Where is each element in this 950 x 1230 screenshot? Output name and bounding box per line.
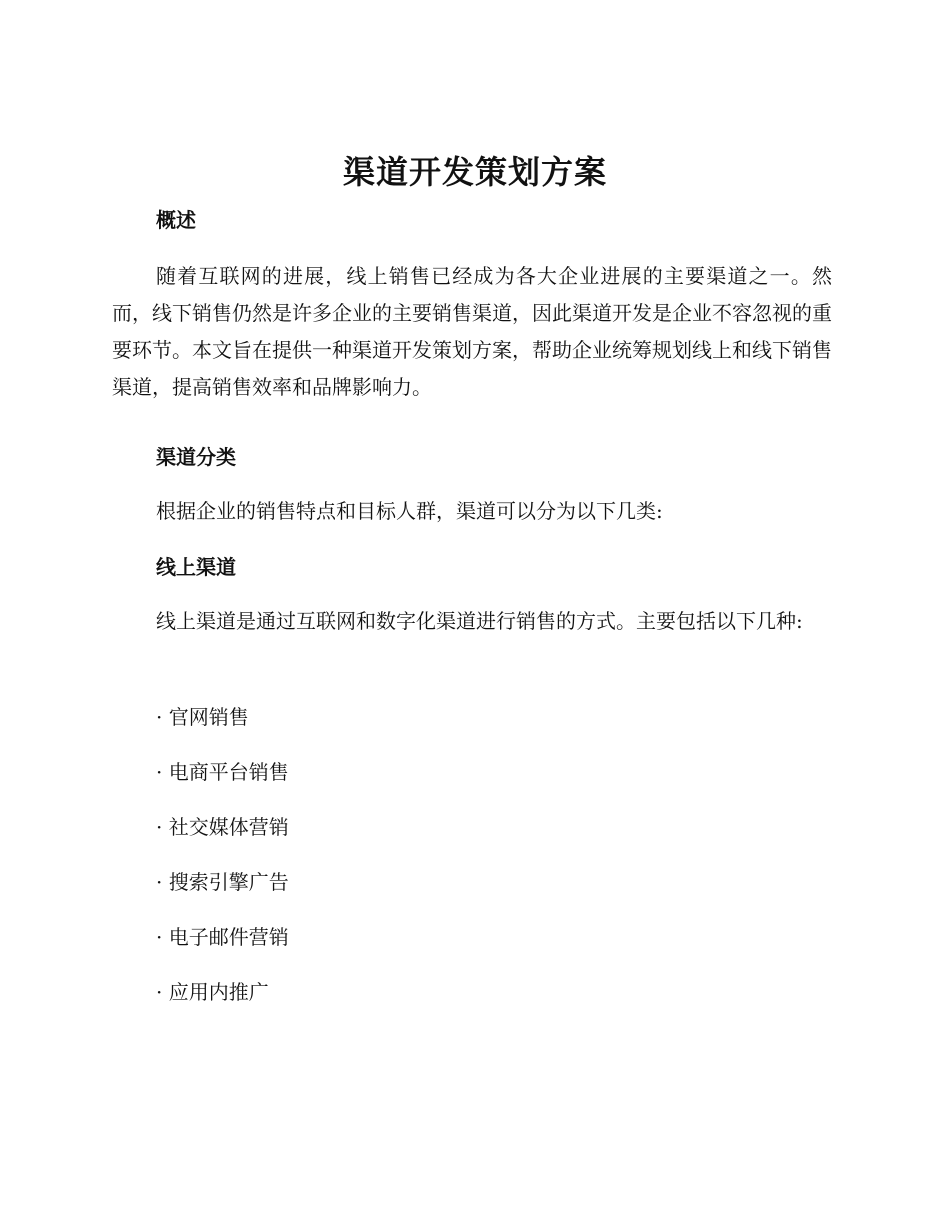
list-item: · 社交媒体营销 bbox=[156, 815, 289, 839]
overview-paragraph: 随着互联网的进展，线上销售已经成为各大企业进展的主要渠道之一。然而，线下销售仍然是许多企业的主要销售渠道，因此渠道开发是企业不容忽视的重要环节。本文旨在提供一种渠道开发策划方案，帮助企业统筹规划线上和线下销售渠道，提高销售效率和品牌影响力。 bbox=[112, 264, 832, 399]
online-channels-list bbox=[156, 703, 289, 1033]
online-channels-paragraph: 线上渠道是通过互联网和数字化渠道进行销售的方式。主要包括以下几种: bbox=[156, 609, 803, 633]
section-heading-channel-types: 渠道分类 bbox=[156, 445, 236, 469]
section-heading-overview: 概述 bbox=[156, 208, 196, 232]
list-item: · 官网销售 bbox=[156, 705, 249, 729]
document-title: 渠道开发策划方案 bbox=[342, 153, 607, 191]
list-item: · 电商平台销售 bbox=[156, 760, 289, 784]
channel-types-paragraph: 根据企业的销售特点和目标人群，渠道可以分为以下几类: bbox=[156, 499, 663, 523]
list-item: · 电子邮件营销 bbox=[156, 925, 289, 949]
section-heading-online-channels: 线上渠道 bbox=[156, 555, 236, 579]
list-item: · 搜索引擎广告 bbox=[156, 870, 289, 894]
list-item: · 应用内推广 bbox=[156, 980, 269, 1004]
